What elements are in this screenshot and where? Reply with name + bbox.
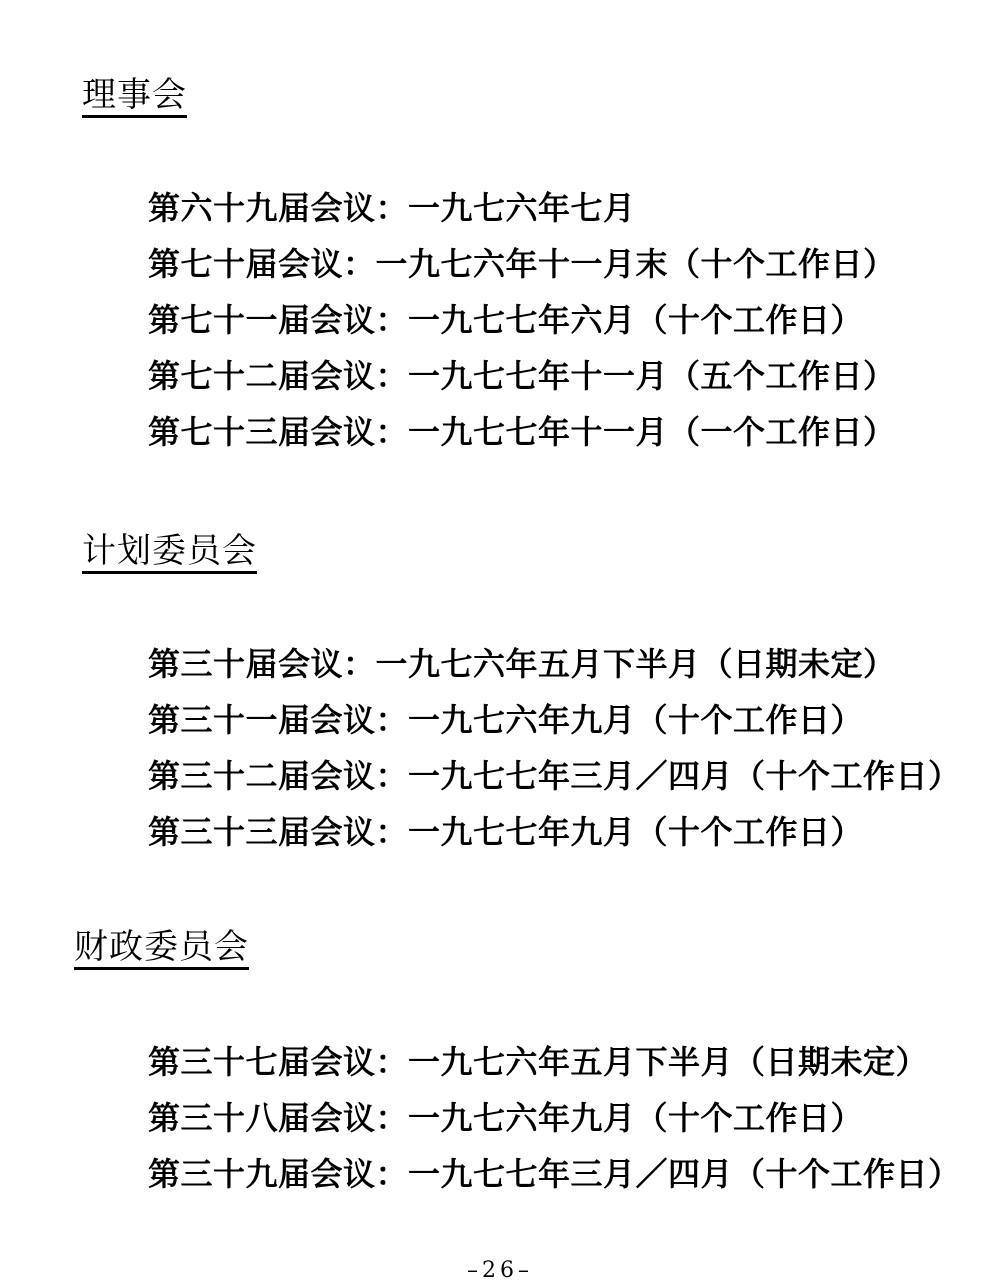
meeting-line: 第七十一届会议：一九七七年六月（十个工作日）: [148, 301, 864, 339]
meeting-line: 第三十二届会议：一九七七年三月／四月（十个工作日）: [148, 757, 961, 795]
meeting-line: 第三十九届会议：一九七七年三月／四月（十个工作日）: [148, 1155, 961, 1193]
meeting-line: 第六十九届会议：一九七六年七月: [148, 189, 636, 227]
meeting-line: 第三十七届会议：一九七六年五月下半月（日期未定）: [148, 1043, 929, 1081]
finance-committee-meeting-list: [148, 1034, 961, 1202]
meeting-line: 第三十八届会议：一九七六年九月（十个工作日）: [148, 1099, 864, 1137]
meeting-line: 第七十二届会议：一九七七年十一月（五个工作日）: [148, 357, 896, 395]
meeting-line: 第三十三届会议：一九七七年九月（十个工作日）: [148, 813, 864, 851]
section-heading-programme-committee: 计划委员会: [82, 534, 257, 574]
meeting-line: 第三十一届会议：一九七六年九月（十个工作日）: [148, 701, 864, 739]
meeting-line: 第三十届会议：一九七六年五月下半月（日期未定）: [148, 645, 896, 683]
programme-committee-meeting-list: [148, 636, 961, 860]
section-heading-finance-committee: 财政委员会: [74, 930, 249, 970]
section-heading-council: 理事会: [82, 78, 187, 118]
meeting-line: 第七十三届会议：一九七七年十一月（一个工作日）: [148, 413, 896, 451]
council-meeting-list: [148, 180, 896, 460]
page-number: –26–: [467, 1258, 533, 1283]
meeting-line: 第七十届会议：一九七六年十一月末（十个工作日）: [148, 245, 896, 283]
